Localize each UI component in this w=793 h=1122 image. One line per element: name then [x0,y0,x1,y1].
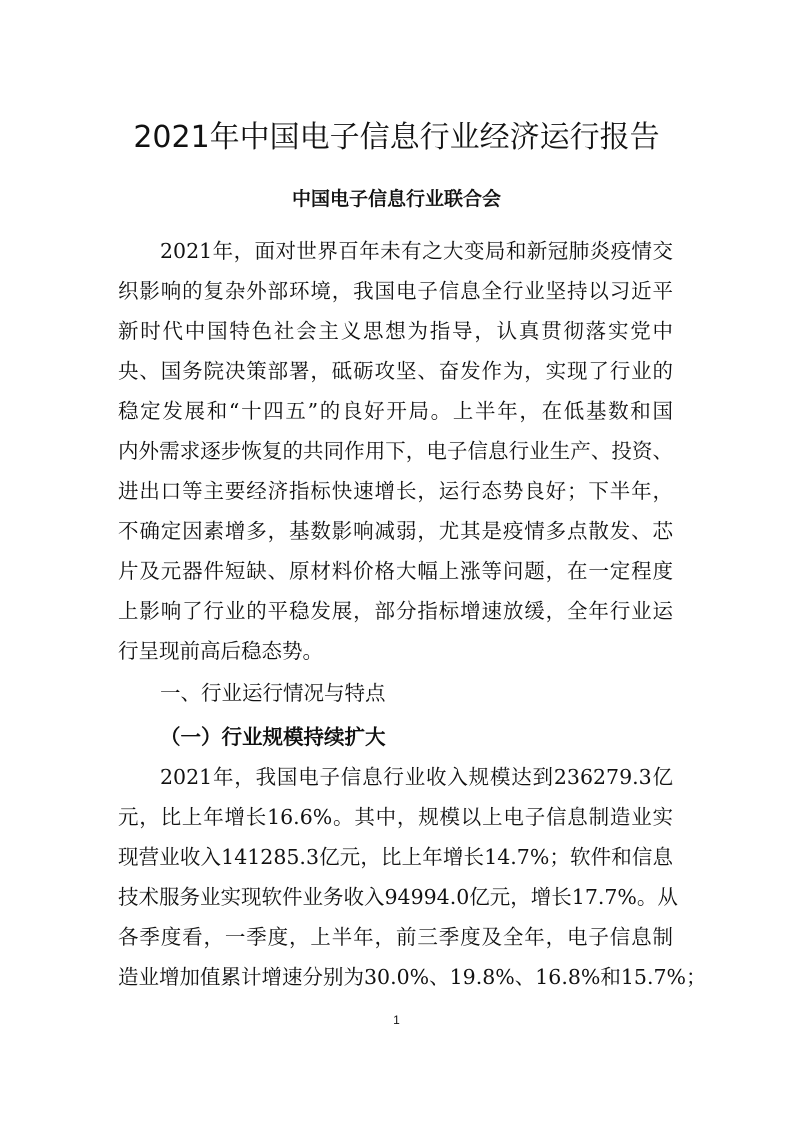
paragraph-1-line-1: 2021年，面对世界百年未有之大变局和新冠肺炎疫情交 [160,239,673,263]
subsection-heading: （一）行业规模持续扩大 [160,725,386,749]
paragraph-2-line-6: 造业增加值累计增速分别为30.0%、19.8%、16.8%和15.7%； [118,965,707,989]
paragraph-1-line-7: 进出口等主要经济指标快速增长，运行态势良好；下半年， [118,479,673,503]
paragraph-1-line-8: 不确定因素增多，基数影响减弱，尤其是疫情多点散发、芯 [118,519,673,543]
paragraph-2-line-3: 现营业收入141285.3亿元，比上年增长14.7%；软件和信息 [118,845,673,869]
section-heading: 一、行业运行情况与特点 [160,681,386,705]
paragraph-1-line-11: 行呈现前高后稳态势。 [118,639,323,663]
paragraph-2-line-5: 各季度看，一季度，上半年，前三季度及全年，电子信息制 [118,925,673,949]
document-title: 2021年中国电子信息行业经济运行报告 [133,120,660,155]
paragraph-1-line-2: 织影响的复杂外部环境，我国电子信息全行业坚持以习近平 [118,279,673,303]
paragraph-2-line-4: 技术服务业实现软件业务收入94994.0亿元，增长17.7%。从 [118,885,678,909]
paragraph-1-line-9: 片及元器件短缺、原材料价格大幅上涨等问题，在一定程度 [118,559,673,583]
paragraph-1-line-10: 上影响了行业的平稳发展，部分指标增速放缓，全年行业运 [118,599,673,623]
paragraph-1-line-5: 稳定发展和“十四五”的良好开局。上半年，在低基数和国 [118,399,673,423]
paragraph-1-line-4: 央、国务院决策部署，砥砺攻坚、奋发作为，实现了行业的 [118,359,673,383]
author-line: 中国电子信息行业联合会 [291,188,501,210]
paragraph-1-line-6: 内外需求逐步恢复的共同作用下，电子信息行业生产、投资、 [118,439,673,463]
paragraph-2-line-2: 元，比上年增长16.6%。其中，规模以上电子信息制造业实 [118,805,673,829]
paragraph-1-line-3: 新时代中国特色社会主义思想为指导，认真贯彻落实党中 [118,319,673,343]
paragraph-2-line-1: 2021年，我国电子信息行业收入规模达到236279.3亿 [160,765,673,789]
page-number: 1 [393,1013,400,1027]
